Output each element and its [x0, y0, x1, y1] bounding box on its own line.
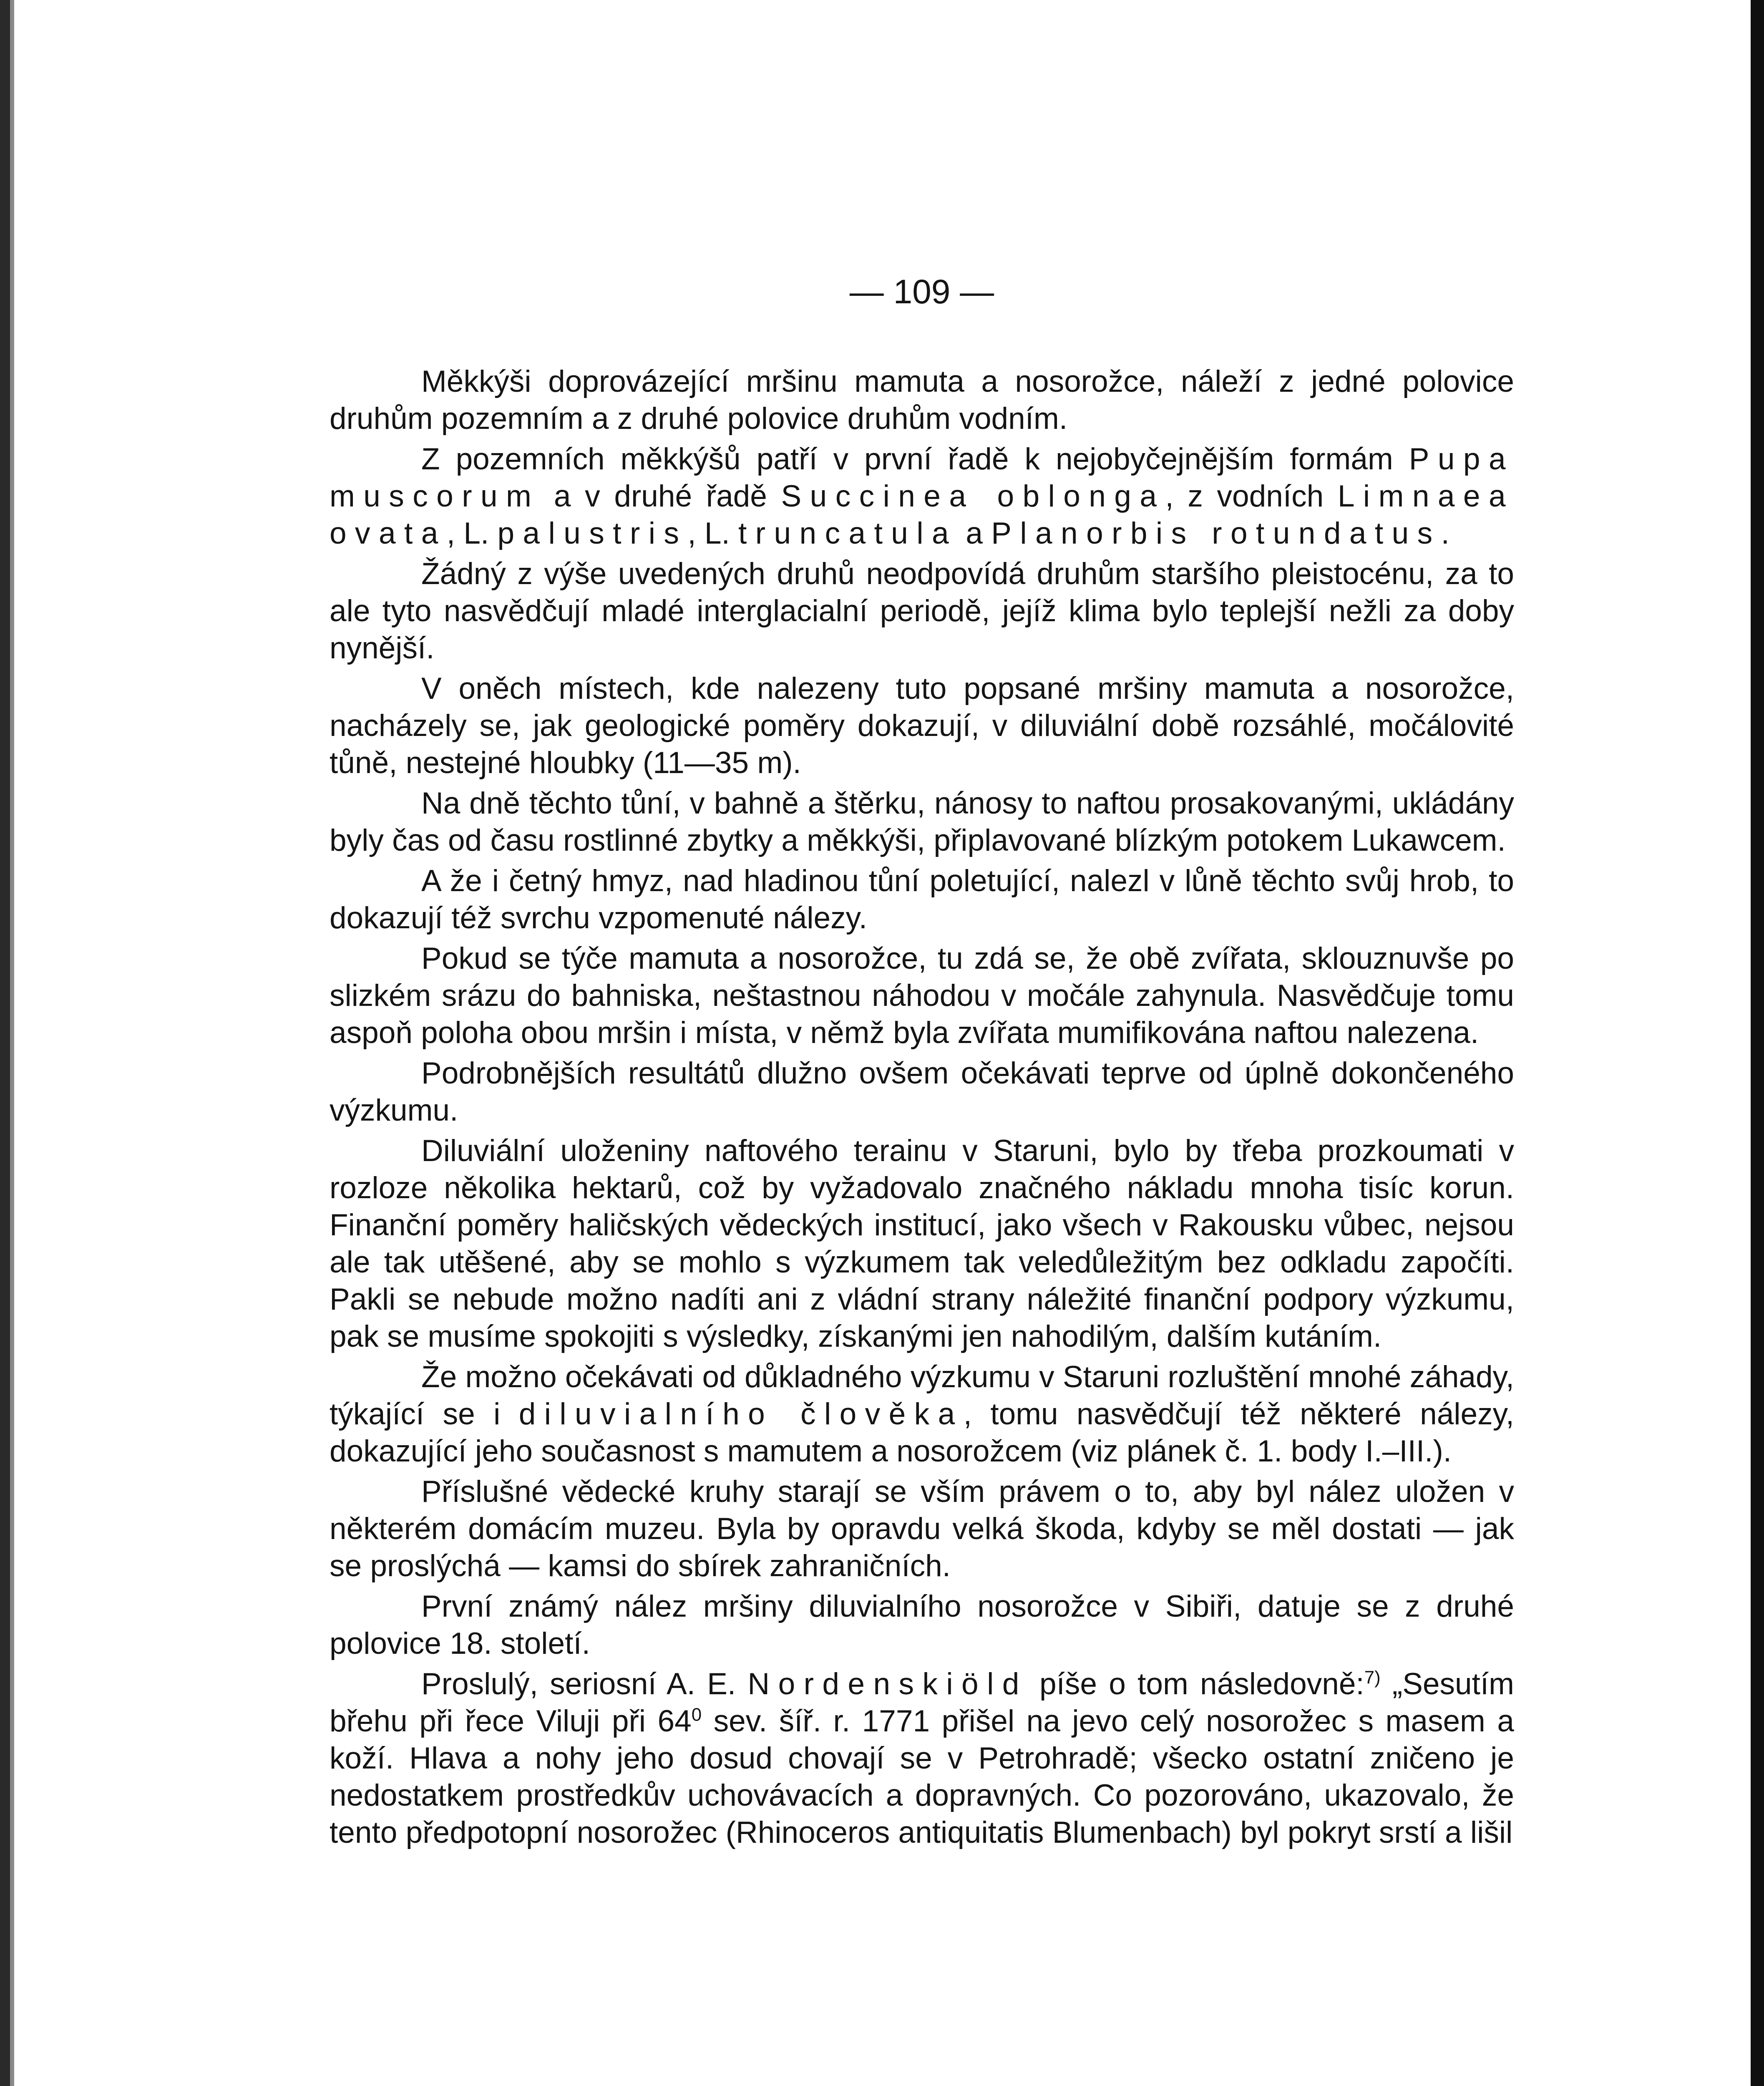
emphasized-term: diluvialního člověka	[518, 1397, 964, 1431]
text-run: Žádný z výše uvedených druhů neodpovídá druhům staršího pleistocénu, za to ale tyto nasvědčují mladé interglacialní periodě, jejíž klima bylo teplejší nežli za doby nynější.	[330, 557, 1514, 665]
paragraph-diluvial-man	[330, 1358, 1514, 1470]
paragraph-land-molluscs	[330, 441, 1514, 552]
paragraph-siberia	[330, 1588, 1514, 1662]
body-text	[330, 363, 1514, 1854]
text-run: Na dně těchto tůní, v bahně a štěrku, nánosy to naftou prosakovanými, ukládány byly čas od času rostlinné zbytky a měkkýši, připlavované blízkým potokem Lukawcem.	[330, 786, 1514, 857]
text-run: , L.	[446, 516, 498, 550]
species-name: Succinea oblonga	[781, 479, 1165, 513]
paragraph-pleistocene	[330, 555, 1514, 667]
text-run: .	[1441, 516, 1449, 550]
text-run: , tomu nasvědčují též některé nálezy, dokazující jeho současnost s mamutem a nosorožcem (viz plánek č. 1. body I.–III.).	[330, 1397, 1514, 1468]
degree-superscript: 0	[691, 1704, 702, 1725]
text-run: Z pozemních měkkýšů patří v první řadě k nejobyčejnějším formám	[421, 442, 1409, 476]
text-run: píše o tom následovně:	[1027, 1667, 1364, 1701]
text-run: V oněch místech, kde nalezeny tuto popsané mršiny mamuta a nosorožce, nacházely se, jak geologické poměry dokazují, v diluviální době rozsáhlé, močálovité tůně, nestejné hloubky (11—35 m).	[330, 672, 1514, 780]
text-run: , L.	[687, 516, 739, 550]
text-run: Příslušné vědecké kruhy starají se vším právem o to, aby byl nález uložen v některém domácím muzeu. Byla by opravdu velká škoda, kdyby se měl dostati — jak se proslýchá — kamsi do sbírek zahraničních.	[330, 1475, 1514, 1583]
species-name: Limnaea ovata	[330, 479, 1514, 550]
text-run: „Sesutím břehu při řece Viluji při 64	[330, 1667, 1514, 1738]
page-number: — 109 —	[849, 273, 994, 311]
scan-right-edge	[1751, 0, 1764, 2086]
text-run: Diluviální uloženiny naftového terainu v Staruni, bylo by třeba prozkoumati v rozloze několika hektarů, což by vyžadovalo značného nákladu mnoha tisíc korun. Finanční poměry haličských vědeckých institucí, jako všech v Rakousku vůbec, nejsou ale tak utěšené, aby se mohlo s výzkumem tak veledůležitým bez odkladu započíti. Pakli se nebude možno nadíti ani z vládní strany náležité finanční podpory výzkumu, pak se musíme spokojiti s výsledky, získanými jen nahodilým, dalším kutáním.	[330, 1134, 1514, 1353]
paragraph-insects	[330, 862, 1514, 937]
footnote-reference: 7)	[1364, 1667, 1381, 1688]
paragraph-molluscs-intro	[330, 363, 1514, 437]
text-run: a	[957, 516, 991, 550]
text-run: Že možno očekávati od důkladného výzkumu v Staruni rozluštění mnohé záhady, týkající se i	[330, 1360, 1514, 1431]
paragraph-funding	[330, 1132, 1514, 1355]
paragraph-pool-bottom	[330, 785, 1514, 859]
text-run: Měkkýši doprovázející mršinu mamuta a nosorožce, náleží z jedné polovice druhům pozemním a z druhé polovice druhům vodním.	[330, 365, 1514, 436]
text-run: , z vodních	[1165, 479, 1338, 513]
species-name: truncatula	[738, 516, 958, 550]
text-run: A že i četný hmyz, nad hladinou tůní poletující, nalezl v lůně těchto svůj hrob, to dokazují též svrchu vzpomenuté nálezy.	[330, 864, 1514, 935]
scan-binding-shadow	[10, 0, 14, 2086]
text-run: sev. šíř. r. 1771 přišel na jevo celý nosorožec s masem a koží. Hlava a nohy jeho dosud chovají se v Petrohradě; všecko ostatní zničeno je nedostatkem prostředkův uchovávacích a dopravných. Co pozorováno, ukazovalo, že tento předpotopní nosorožec (Rhinoceros antiquitatis Blumenbach) byl pokryt srstí a lišil	[330, 1704, 1515, 1849]
paragraph-results	[330, 1055, 1514, 1129]
paragraph-museum	[330, 1473, 1514, 1585]
species-name: palustris	[497, 516, 688, 550]
paragraph-animals-fate	[330, 940, 1514, 1051]
paragraph-nordenskiold	[330, 1665, 1514, 1851]
text-run: Podrobnějších resultátů dlužno ovšem očekávati teprve od úplně dokončeného výzkumu.	[330, 1056, 1514, 1127]
text-run: První známý nález mršiny diluvialního nosorožce v Sibiři, datuje se z druhé polovice 18. století.	[330, 1590, 1514, 1660]
text-run: a v druhé řadě	[540, 479, 781, 513]
species-name: Pupa muscorum	[330, 442, 1514, 513]
paragraph-pools	[330, 670, 1514, 781]
author-name: Nordenskiöld	[747, 1667, 1028, 1701]
text-run: Proslulý, seriosní A. E.	[421, 1667, 748, 1701]
scan-binding-edge	[0, 0, 10, 2086]
text-run: Pokud se týče mamuta a nosorožce, tu zdá se, že obě zvířata, sklouznuvše po slizkém srázu do bahniska, neštastnou náhodou v močále zahynula. Nasvědčuje tomu aspoň poloha obou mršin i místa, v němž byla zvířata mumifikována naftou nalezena.	[330, 942, 1514, 1050]
species-name: Planorbis rotundatus	[991, 516, 1441, 550]
